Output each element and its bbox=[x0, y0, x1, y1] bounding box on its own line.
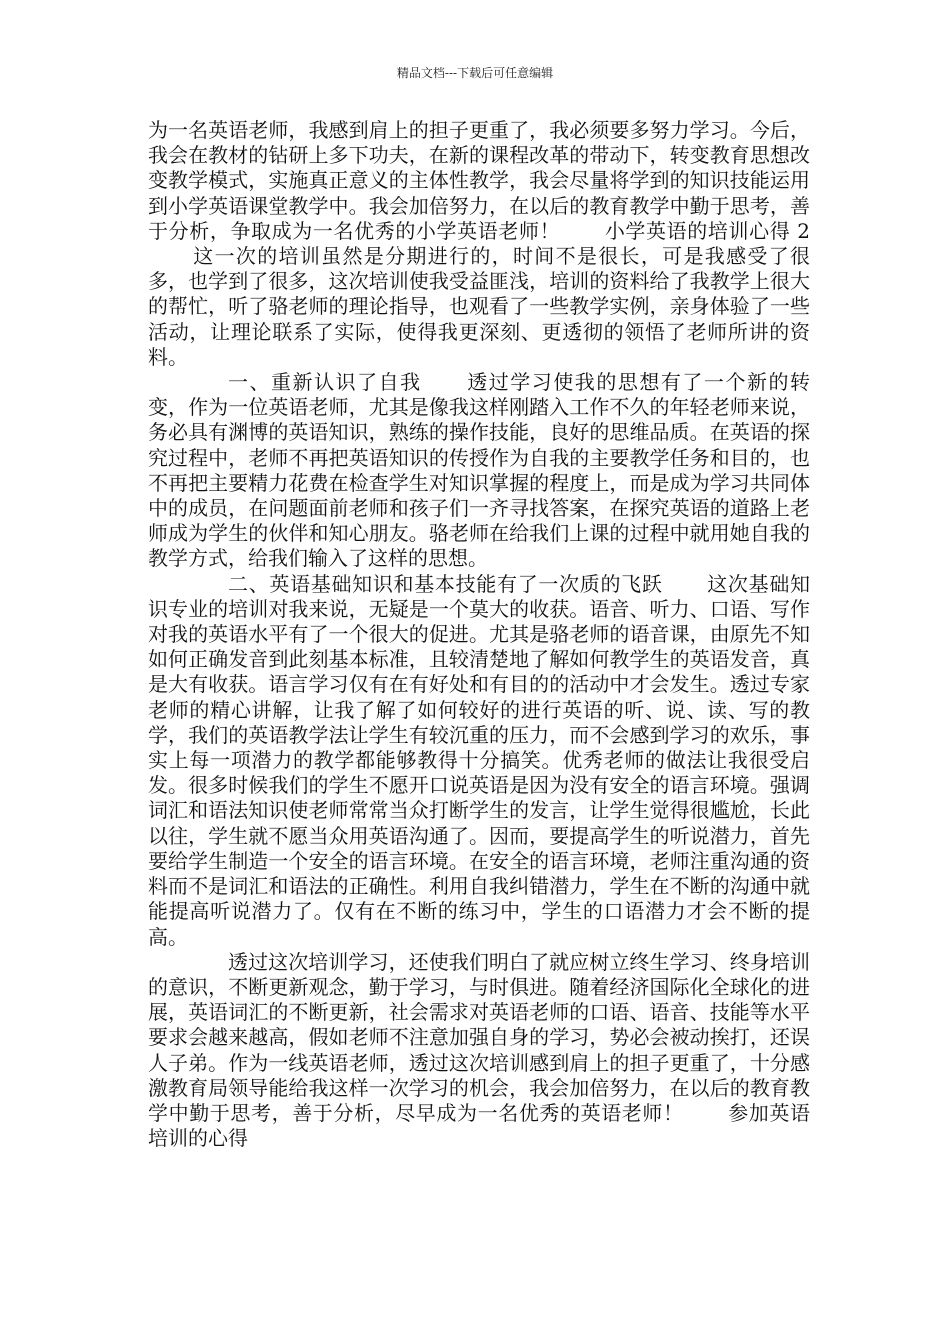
heading-one: 一、重新认识了自我 bbox=[228, 370, 422, 395]
section-title-3: 参加英语培训的心得 bbox=[148, 1100, 811, 1151]
paragraph-2-text: 透过学习使我的思想有了一个新的转变，作为一位英语老师，尤其是像我这样刚踏入工作不久的年轻老师来说，务必具有渊博的英语知识，熟练的操作技能，良好的思维品质。在英语的探究过程中，老师不再把英语知识的传授作为自我的主要教学任务和目的，也不再把主要精力花费在检查学生对知识掌握的程度上，而是成为学习共同体中的成员，在问题面前老师和孩子们一齐寻找答案，在探究英语的道路上老师成为学生的伙伴和知心朋友。骆老师在给我们上课的过程中就用她自我的教学方式，给我们输入了这样的思想。 bbox=[148, 370, 811, 571]
paragraph-4-text: 透过这次培训学习，还使我们明白了就应树立终生学习、终身培训的意识，不断更新观念，勤于学习，与时俱进。随着经济国际化全球化的进展，英语词汇的不断更新，社会需求对英语老师的口语、语音、技能等水平要求会越来越高，假如老师不注意加强自身的学习，势必会被动挨打，还误人子弟。作为一线英语老师，透过这次培训感到肩上的担子更重了，十分感激教育局领导能给我这样一次学习的机会，我会加倍努力，在以后的教育教学中勤于思考，善于分析，尽早成为一名优秀的英语老师！ bbox=[148, 949, 810, 1125]
paragraph-1 bbox=[148, 118, 810, 370]
paragraph-3-text: 这次基础知识专业的培训对我来说，无疑是一个莫大的收获。语音、听力、口语、写作对我的英语水平有了一个很大的促进。尤其是骆老师的语音课，由原先不知如何正确发音到此刻基本标准，且较清楚地了解如何教学生的英语发音，真是大有收获。语言学习仅有在有好处和有目的的活动中才会发生。透过专家老师的精心讲解，让我了解了如何较好的进行英语的听、说、读、写的教学，我们的英语教学法让学生有较沉重的压力，而不会感到学习的欢乐，事实上每一项潜力的教学都能够教得十分搞笑。优秀老师的做法让我很受启发。很多时候我们的学生不愿开口说英语是因为没有安全的语言环境。强调词汇和语法知识使老师常常当众打断学生的发言，让学生觉得很尴尬，长此以往，学生就不愿当众用英语沟通了。因而，要提高学生的听说潜力，首先要给学生制造一个安全的语言环境。在安全的语言环境，老师注重沟通的资料而不是词汇和语法的正确性。利用自我纠错潜力，学生在不断的沟通中就能提高听说潜力了。仅有在不断的练习中，学生的口语潜力才会不断的提高。 bbox=[148, 571, 811, 949]
heading-two: 二、英语基础知识和基本技能有了一次质的飞跃 bbox=[228, 571, 663, 596]
paragraph-4 bbox=[148, 950, 810, 1152]
paragraph-1-text-a: 为一名英语老师，我感到肩上的担子更重了，我必须要多努力学习。今后，我会在教材的钻研上多下功夫，在新的课程改革的带动下，转变教育思想改变教学模式，实施真正意义的主体性教学，我会尽量将学到的知识技能运用到小学英语课堂教学中。我会加倍努力，在以后的教育教学中勤于思考，善于分析，争取成为一名优秀的小学英语老师！ bbox=[148, 118, 810, 243]
section-title-2: 小学英语的培训心得 2 bbox=[604, 218, 810, 243]
paragraph-2 bbox=[148, 370, 810, 572]
page-header: 精品文档---下载后可任意编辑 bbox=[396, 66, 554, 80]
document-body bbox=[148, 118, 810, 1151]
paragraph-1-text-b: 这一次的培训虽然是分期进行的，时间不是很长，可是我感受了很多，也学到了很多，这次培训使我受益匪浅，培训的资料给了我教学上很大的帮忙，听了骆老师的理论指导，也观看了一些教学实例，亲身体验了一些活动，让理论联系了实际，使得我更深刻、更透彻的领悟了老师所讲的资料。 bbox=[148, 244, 810, 369]
paragraph-3 bbox=[148, 572, 810, 950]
